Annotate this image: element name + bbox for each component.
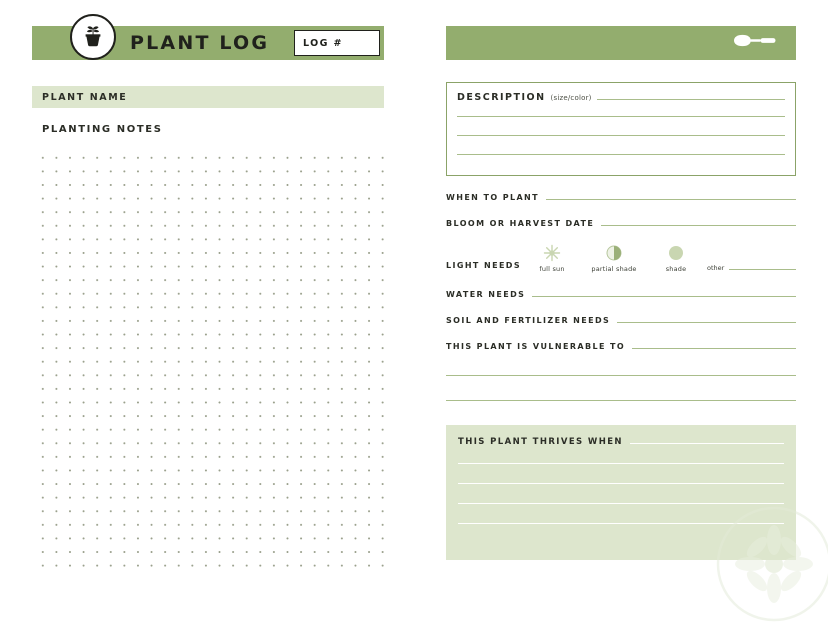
thrives-when-label: THIS PLANT THRIVES WHEN [458,437,623,447]
thrives-when-rule [630,443,784,444]
field-soil-and-fertilizer-needs[interactable] [446,316,796,325]
thrives-when-lines [458,463,784,524]
field-when-to-plant[interactable] [446,193,796,202]
thrives-line[interactable] [458,523,784,524]
field-label: WATER NEEDS [446,290,526,299]
light-option-caption: full sun [539,265,565,273]
log-number-field[interactable] [294,30,380,56]
description-rule [597,99,785,100]
planting-notes-label: PLANTING NOTES [42,124,163,135]
half-shade-icon [605,244,623,262]
left-header-bar [32,26,384,60]
light-needs-options [528,244,700,273]
light-needs-row [446,244,796,273]
field-label: THIS PLANT IS VULNERABLE TO [446,342,626,351]
description-lines [457,116,785,155]
other-rule [729,269,796,270]
other-label: other [707,264,725,272]
plant-name-label: PLANT NAME [42,91,128,103]
field-rule [632,348,796,349]
planting-notes-dot-grid[interactable] [32,147,384,571]
thrives-line[interactable] [458,503,784,504]
thrives-line[interactable] [458,483,784,484]
thrives-when-header [458,437,784,447]
field-water-needs[interactable] [446,290,796,299]
thrives-line[interactable] [458,463,784,464]
description-line[interactable] [457,154,785,155]
thrives-when-box[interactable] [446,425,796,560]
sun-icon [543,244,561,262]
description-box[interactable] [446,82,796,176]
light-option-shade[interactable] [652,244,700,273]
description-header [457,92,785,103]
field-label: BLOOM OR HARVEST DATE [446,219,595,228]
field-bloom-or-harvest-date[interactable] [446,219,796,228]
description-line[interactable] [457,135,785,136]
field-rule [617,322,796,323]
description-sublabel: (size/color) [550,94,592,102]
light-option-full-sun[interactable] [528,244,576,273]
light-option-other[interactable] [707,264,796,273]
field-label: WHEN TO PLANT [446,193,540,202]
description-label: DESCRIPTION [457,92,546,103]
right-header-bar [446,26,796,60]
log-number-label: LOG # [303,37,343,49]
trowel-icon [732,33,778,54]
potted-plant-logo-icon [70,14,116,60]
description-line[interactable] [457,116,785,117]
blank-line[interactable] [446,400,796,401]
field-rule [601,225,796,226]
light-option-caption: shade [665,265,687,273]
plant-name-field[interactable] [32,86,384,108]
page-title: PLANT LOG [130,32,270,54]
light-option-caption: partial shade [591,265,637,273]
field-rule [546,199,796,200]
field-rule [532,296,796,297]
right-page [446,26,796,560]
vulnerable-to-extra-lines [446,375,796,401]
light-needs-label: LIGHT NEEDS [446,261,522,270]
field-label: SOIL AND FERTILIZER NEEDS [446,316,611,325]
left-page [32,26,384,571]
field-vulnerable-to[interactable] [446,342,796,351]
shade-circle-icon [667,244,685,262]
blank-line[interactable] [446,375,796,376]
light-option-partial-shade[interactable] [590,244,638,273]
